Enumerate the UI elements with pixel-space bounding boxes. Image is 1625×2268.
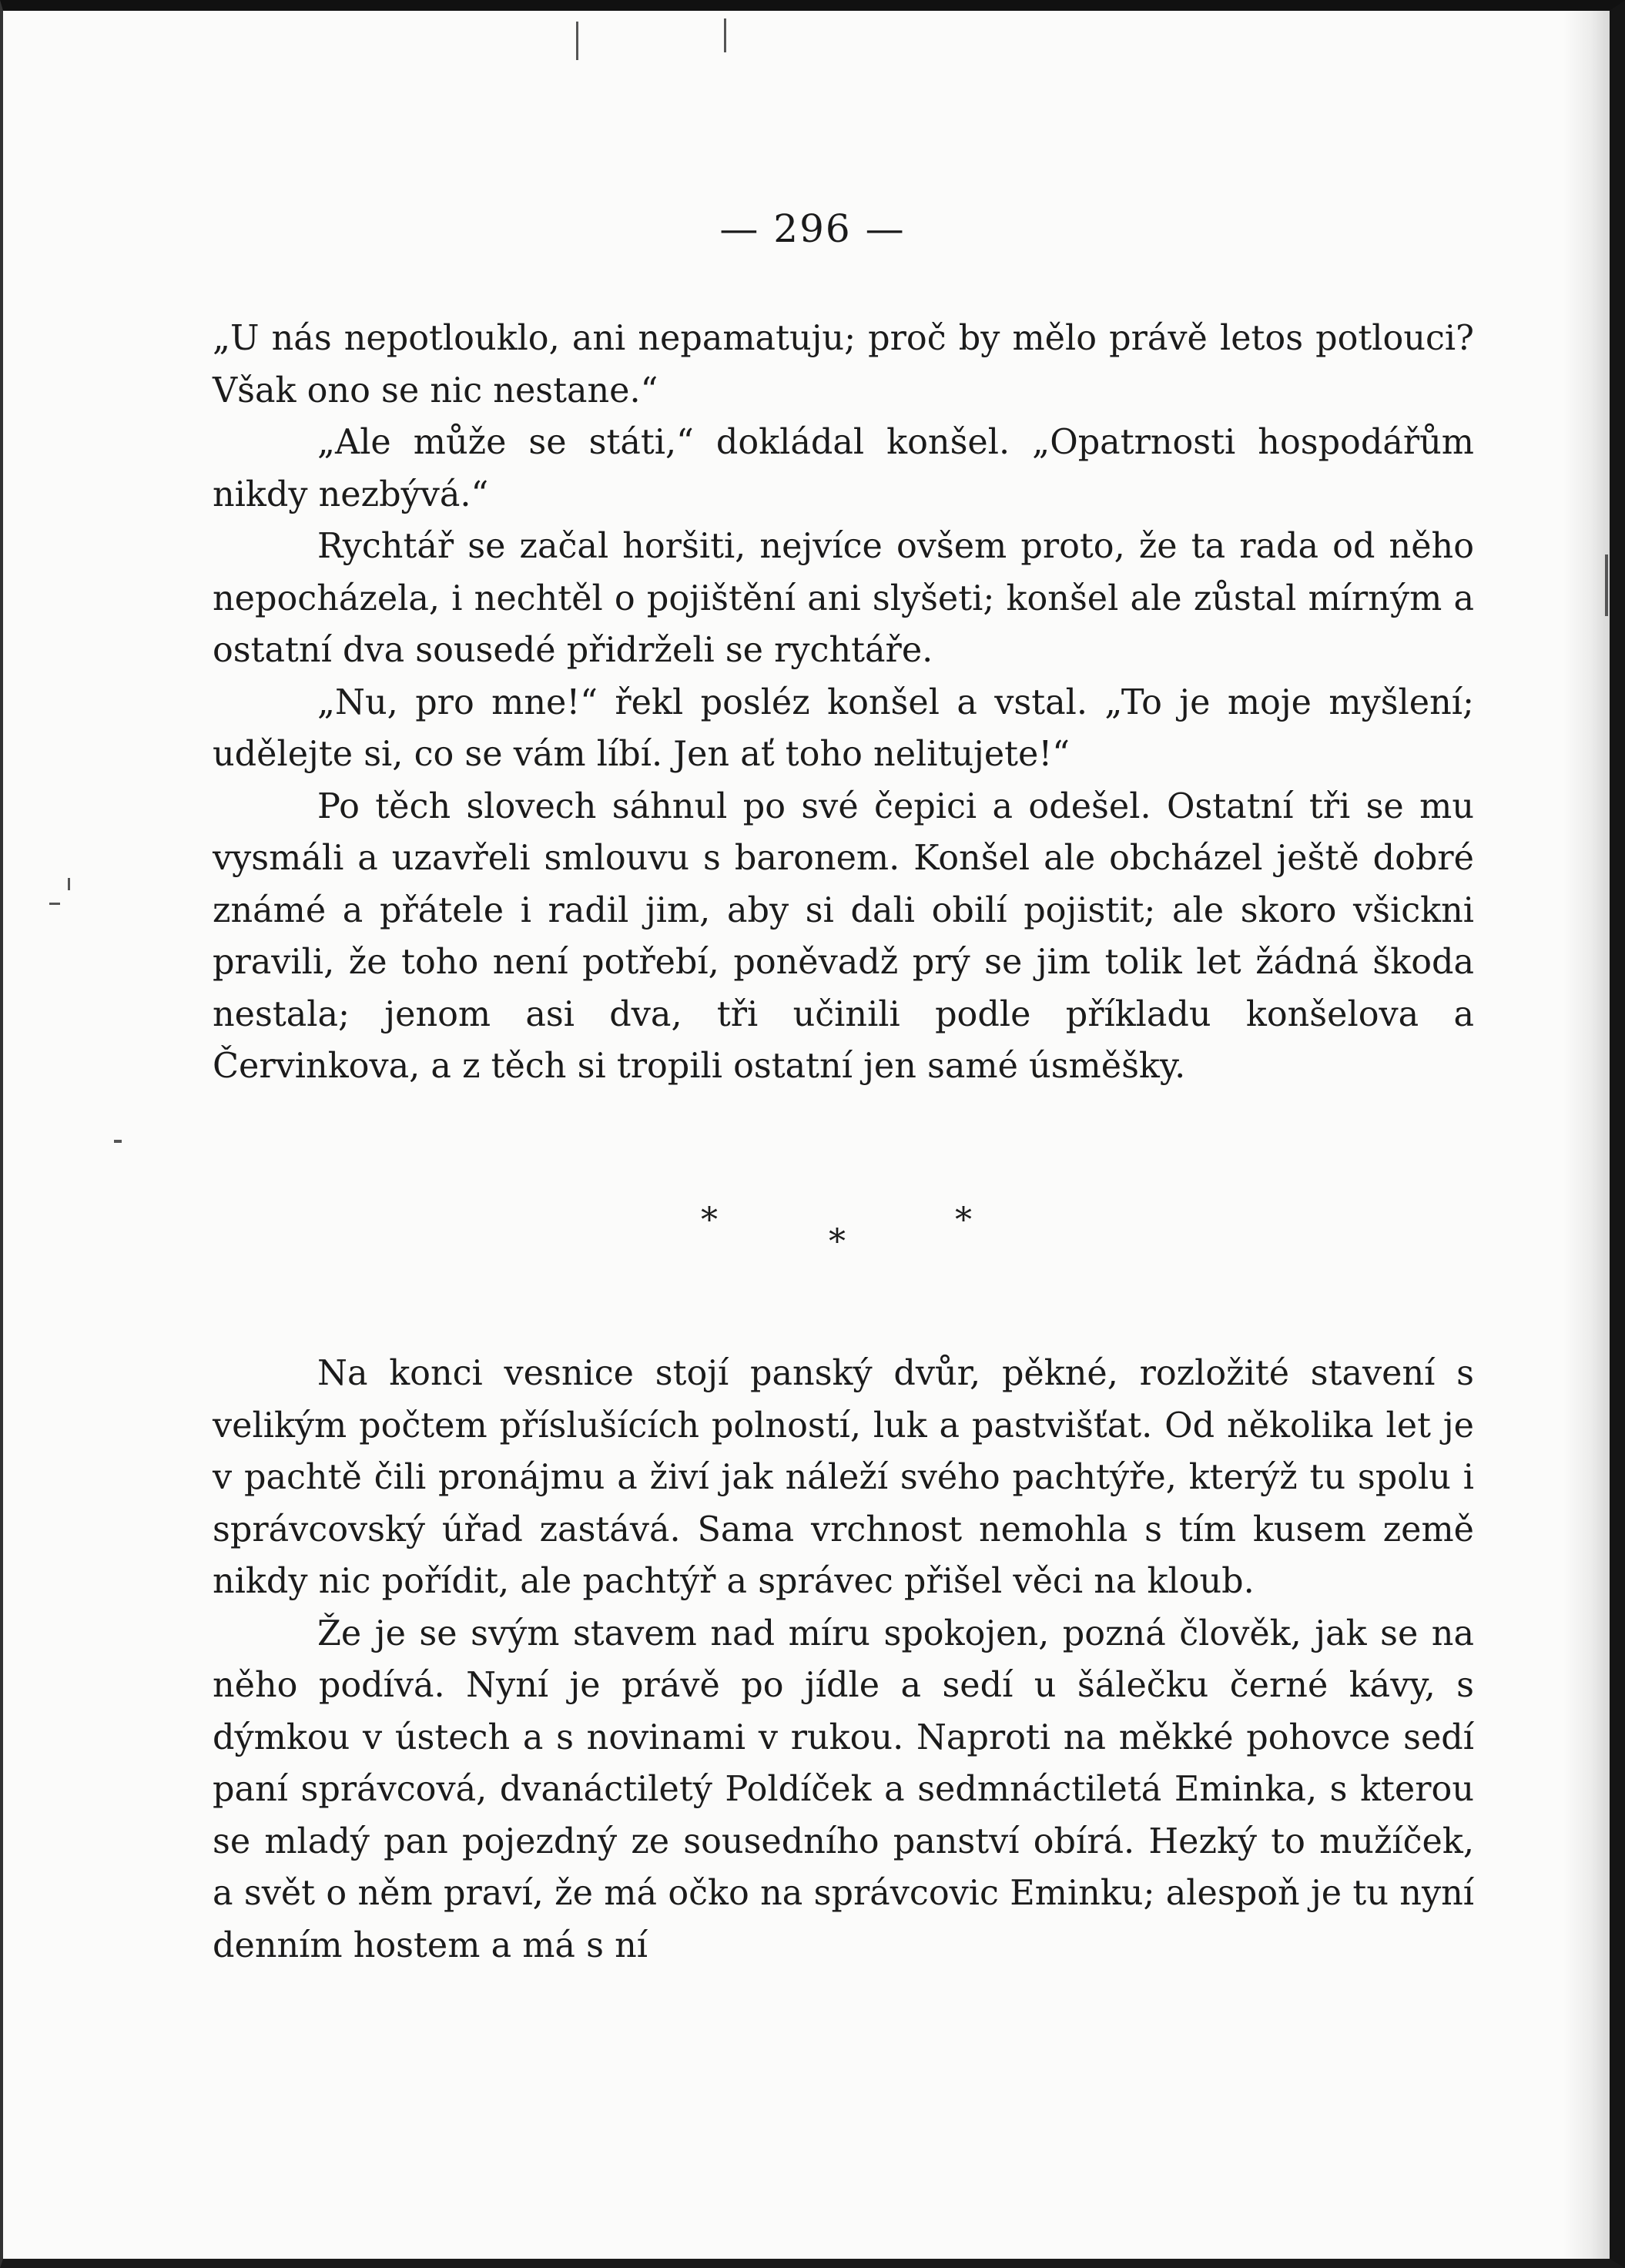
scan-speck [114,1140,122,1143]
separator-star: * [955,1201,972,1240]
scan-speck [68,878,70,890]
page-number: — 296 — [719,206,906,251]
separator-star: * [829,1222,846,1261]
paragraph: Po těch slovech sáhnul po své čepici a odešel. Ostatní tři se mu vysmáli a uzavřeli smlouvu s baronem. Konšel ale obcházel ještě dobré známé a přátele i radil jim, aby si dali obilí pojistit; ale skoro všickni pravili, že toho není potřebí, poněvadž prý se jim tolik let žádná škoda nestala; jenom asi dva, tři učinili podle příkladu konšelova a Červinkova, a z těch si tropili ostatní jen samé úsměšky. [213,786,1474,1086]
paragraph: Rychtář se začal horšiti, nejvíce ovšem proto, že ta rada od něho nepocházela, i nechtěl o pojištění ani slyšeti; konšel ale zůstal mírným a ostatní dva sousedé přidrželi se rychtáře. [213,527,1474,670]
paragraph: „U nás nepotlouklo, ani nepamatuju; proč by mělo právě letos potlouci? Však ono se nic nestane.“ [213,319,1474,410]
separator-star: * [701,1201,718,1240]
scan-speck [1605,554,1608,616]
text-block-bottom [213,1348,1474,1972]
scan-speck [49,903,60,905]
paragraph: Že je se svým stavem nad míru spokojen, pozná člověk, jak se na něho podívá. Nyní je právě po jídle a sedí u šálečku černé kávy, s dýmkou v ústech a s novinami v rukou. Naproti na měkké pohovce sedí paní správcová, dvanáctiletý Poldíček a sedmnáctiletá Eminka, s kterou se mladý pan pojezdný ze sousedního panství obírá. Hezký to mužíček, a svět o něm praví, že má očko na správcovic Eminku; alespoň je tu nyní denním hostem a má s ní [213,1613,1474,1965]
section-separator [678,1198,1001,1267]
scan-speck [724,18,726,52]
paragraph: „Ale může se státi,“ dokládal konšel. „Opatrnosti hospodářům nikdy nezbývá.“ [213,423,1474,514]
text-block-top [213,313,1474,1093]
scan-speck [576,22,578,60]
paragraph: Na konci vesnice stojí panský dvůr, pěkné, rozložité stavení s velikým počtem příslušících polností, luk a pastvišťat. Od několika let je v pachtě čili pronájmu a živí jak náleží svého pachtýře, kterýž tu spolu i správcovský úřad zastává. Sama vrchnost nemohla s tím kusem země nikdy nic pořídit, ale pachtýř a správec přišel věci na kloub. [213,1354,1474,1601]
paragraph: „Nu, pro mne!“ řekl posléz konšel a vstal. „To je moje myšlení; udělejte si, co se vám líbí. Jen ať toho nelitujete!“ [213,682,1474,774]
page-edge-shadow [1563,11,1610,2259]
